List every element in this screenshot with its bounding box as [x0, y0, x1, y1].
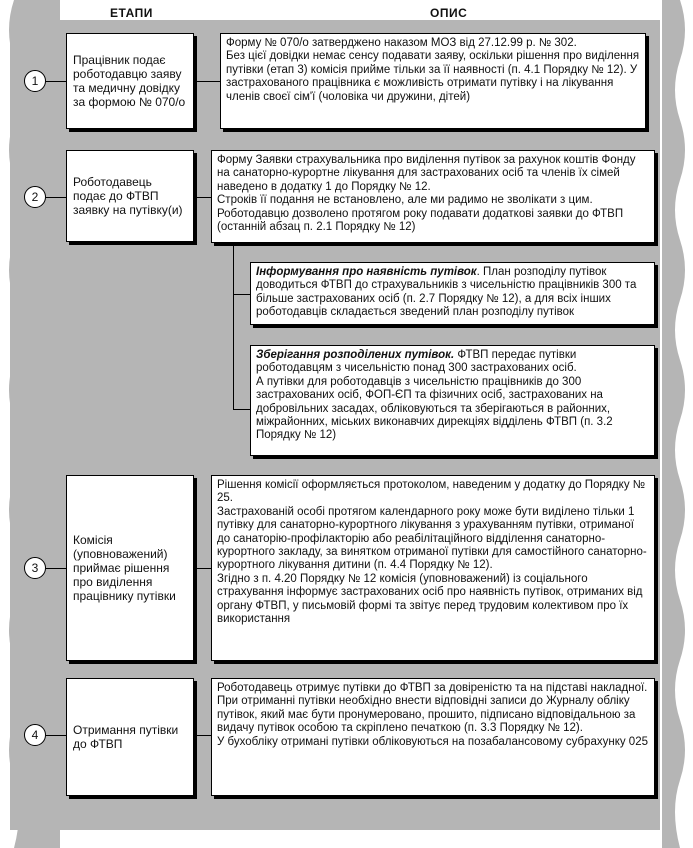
step-number-4: 4	[24, 724, 46, 746]
text-run: Інформування про наявність путівок	[256, 266, 477, 278]
text-run: Строків	[217, 194, 258, 207]
paragraph	[217, 506, 649, 573]
connector-2	[46, 197, 66, 198]
stage-box-4	[66, 678, 194, 796]
text-run: ).	[485, 559, 493, 572]
paragraph	[73, 533, 187, 603]
text-run: ФТВП передає путівки роботодавцям з чисельністю понад 300 застрахованих осіб.	[256, 349, 577, 375]
text-run: ). У застрахованого працівника є можливість отримати путівку і на лікування членів своєї сім'ї (чоловіка чи дружини, дітей)	[226, 63, 638, 103]
connector-3b	[194, 568, 211, 569]
text-run: комісія (уповноважений) із соціального страхування інформує застрахованих осіб про наявність путівок, отриманих від органу ФТВП, у письмовій формі та звітує перед трудовим колективом про їх використання	[217, 572, 643, 626]
connector-4	[46, 735, 66, 736]
description-text-4	[217, 682, 649, 749]
connector-4b	[194, 735, 211, 736]
text-run: Без цієї довідки немає сенсу подавати заяву, оскільки рішення про виділення путівки (етап 3) комісія прийме тільки за її наявності (	[226, 50, 640, 76]
description-box-4	[211, 678, 655, 796]
text-run: наведено	[217, 180, 271, 193]
text-run: 1 путівку	[217, 505, 635, 532]
text-run: )	[332, 429, 337, 442]
paragraph	[217, 573, 649, 627]
paragraph	[73, 53, 187, 109]
text-run: Журналу обліку путівок	[217, 695, 630, 721]
text-run: не встановлено	[317, 194, 402, 207]
text-run: п. 4.4 Порядку № 12	[377, 559, 486, 572]
text-run: Роботодавець отримує путівки до ФТВП за довіреністю та на підставі накладної. При отриманні путівки необхідно внести відповідні записи до	[217, 682, 648, 708]
text-run: Форму	[217, 154, 256, 166]
text-run: , який має бути пронумеровано, прошито, підписано відповідальною за видачу путівок особою та скріплено печаткою (	[217, 708, 636, 735]
description-text-1	[226, 37, 640, 104]
paragraph	[256, 376, 649, 443]
stage-text-3	[73, 533, 187, 603]
text-run: п. 4.20 Порядку № 12	[261, 572, 377, 585]
paragraph	[73, 723, 187, 751]
text-run: Рішення комісії оформляється протоколом, наведеним у	[217, 479, 524, 491]
text-run: . План розподілу путівок доводиться ФТВП до страхувальників з чисельністю працівників 300 та більше застрахованих осіб (	[256, 266, 637, 305]
text-run: .	[229, 492, 233, 505]
stage-box-1	[66, 33, 194, 129]
text-run: та	[73, 81, 89, 95]
text-run: Згідно з	[217, 572, 262, 585]
connector-1	[46, 81, 66, 82]
text-run: Застрахованій особі протягом календарного року може бути	[217, 505, 543, 518]
text-run: її подання	[257, 194, 318, 207]
text-run: наказом МОЗ від 27.12.99 р. № 302	[383, 37, 574, 49]
description-box-1	[220, 33, 646, 129]
paragraph	[256, 349, 649, 376]
connector-3	[46, 568, 66, 569]
connector-2b	[194, 197, 211, 198]
text-run: Зберігання розподілених путівок.	[256, 349, 455, 361]
paragraph	[217, 208, 649, 235]
text-run: У бухобліку отримані путівки обліковуються на позабалансовому субрахунку 025	[217, 735, 648, 748]
text-run: виділено	[542, 505, 590, 518]
text-run: тільки	[589, 505, 629, 518]
sub-text-informing	[256, 266, 649, 320]
text-run: в додатку 1 до Порядку № 12	[270, 180, 428, 193]
text-run: ), а для всіх інших роботодавців складається зведений план розподілу путівок	[256, 292, 611, 319]
step-number-1: 1	[24, 70, 46, 92]
paragraph	[217, 154, 649, 194]
connector-1b	[194, 81, 220, 82]
text-run: ).	[575, 722, 583, 735]
description-box-3	[211, 475, 655, 661]
text-run: А путівки для роботодавців з чисельністю працівників до 300 застрахованих осіб, ФОП-ЄП та фізичних осіб, застрахованих на добровільних засадах, обліковуються та зберігаються в районних, міжрайонних, міських виконавчих дирекціях відділень ФТВП (	[256, 375, 611, 429]
step-number-2: 2	[24, 186, 46, 208]
stage-text-2	[73, 175, 187, 217]
text-run: Роботодавцю дозволено протягом року подавати додаткові заявки до ФТВП (	[217, 207, 624, 234]
header-description: ОПИС	[430, 6, 468, 20]
text-run: .	[573, 37, 577, 49]
text-run: для санаторно-курортного лікування з урахуванням путівки, отриманої до санаторію-профілакторію або реабілітаційного відділення санаторно-курортного закладу,	[217, 519, 634, 559]
description-text-3	[217, 479, 649, 626]
sub-box-storage	[250, 345, 655, 456]
torn-edge-right	[662, 0, 693, 848]
branch-1	[233, 294, 250, 295]
text-run: п. 4.1 Порядку № 12	[511, 63, 620, 76]
text-run: додатку до Порядку № 25	[217, 479, 646, 505]
stage-text-1	[73, 53, 187, 109]
stage-text-4	[73, 723, 187, 751]
description-box-2	[211, 150, 655, 243]
description-text-2	[217, 154, 649, 234]
text-run: .	[427, 180, 431, 193]
text-run: , але ми радимо не зволікати з цим.	[401, 194, 593, 207]
text-run: Заявки страхувальника про виділення путівок за рахунок коштів Фонду на санаторно-курортне лікування для застрахованих осіб та членів їх сімей	[217, 154, 636, 180]
text-run: за винятком	[325, 546, 391, 559]
text-run: п. 2.7 Порядку № 12	[406, 292, 515, 305]
paragraph	[217, 194, 649, 207]
stage-box-3	[66, 475, 194, 661]
stage-box-2	[66, 150, 194, 242]
text-run: Працівник подає роботодавцю	[73, 53, 166, 81]
text-run: заяву	[150, 67, 182, 81]
paragraph	[217, 736, 649, 749]
paragraph	[217, 682, 649, 736]
text-run: медичну довідку за формою № 070/о	[73, 81, 186, 109]
sub-box-informing	[250, 262, 655, 325]
paragraph	[226, 37, 640, 50]
text-run: )	[411, 221, 416, 234]
text-run: Форму № 070/о затверджено	[226, 37, 384, 49]
branch-2	[233, 409, 250, 410]
header-stages: ЕТАПИ	[110, 6, 153, 20]
text-run: отриманої путівки для самостійного санаторно-курортного лікування дитини (	[217, 546, 647, 572]
step-number-3: 3	[24, 557, 46, 579]
paragraph	[256, 266, 649, 320]
paragraph	[73, 175, 187, 217]
paragraph	[226, 50, 640, 104]
text-run: п. 3.3 Порядку № 12	[467, 722, 576, 735]
paragraph	[217, 479, 649, 506]
text-run: п. 3.2 Порядку № 12	[256, 416, 613, 442]
sub-text-storage	[256, 349, 649, 443]
text-run: Отримання путівки до ФТВП	[73, 723, 179, 751]
text-run: Роботодавець подає до ФТВП заявку на путівку(и)	[73, 175, 183, 217]
text-run: Комісія (уповноважений) приймає рішення про виділення працівнику путівки	[73, 533, 176, 603]
branch-line	[233, 243, 234, 409]
text-run: останній абзац п. 2.1 Порядку № 12	[220, 221, 412, 234]
